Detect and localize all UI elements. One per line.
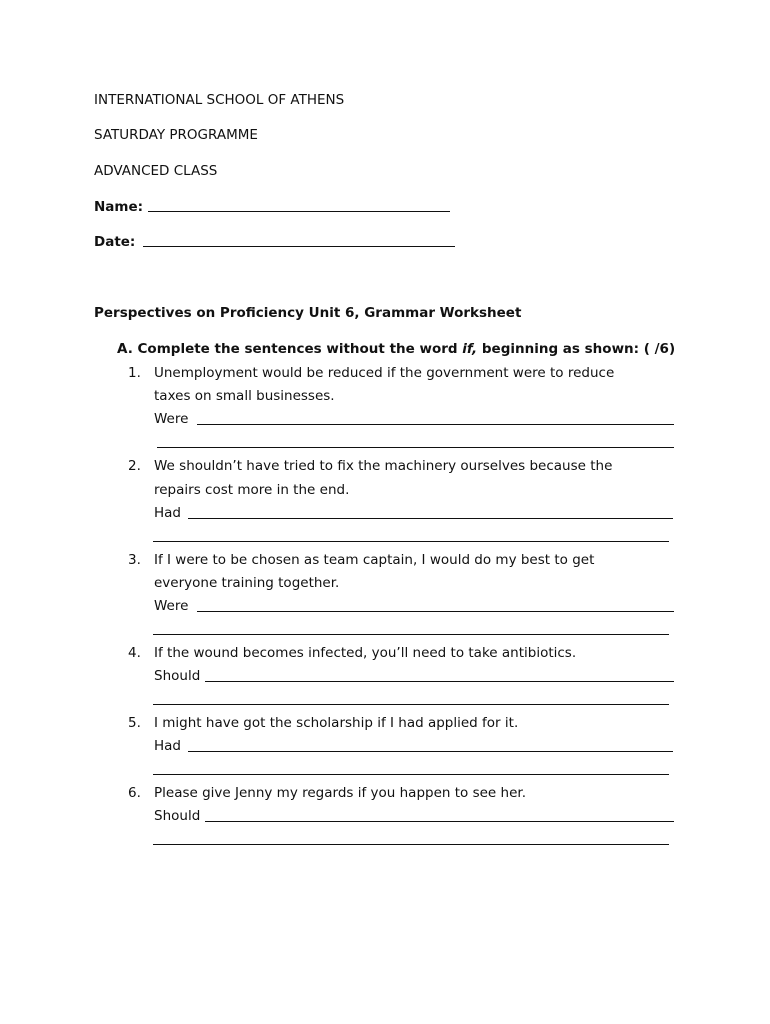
question-number: 4. — [128, 645, 141, 661]
answer-line-1[interactable] — [188, 518, 673, 519]
worksheet-title: Perspectives on Proficiency Unit 6, Grammar Worksheet — [94, 305, 522, 321]
answer-line-2[interactable] — [153, 634, 669, 635]
section-a-instruction — [117, 340, 675, 358]
answer-line-1[interactable] — [205, 681, 674, 682]
question-number: 5. — [128, 715, 141, 731]
programme-name: SATURDAY PROGRAMME — [94, 127, 258, 143]
question-text-line2: taxes on small businesses. — [154, 388, 335, 404]
question-text-line1: Unemployment would be reduced if the government were to reduce — [154, 365, 615, 381]
question-number: 2. — [128, 458, 141, 474]
question-text-line2: everyone training together. — [154, 575, 340, 591]
answer-starter: Were — [154, 598, 189, 614]
question-number: 3. — [128, 552, 141, 568]
answer-line-1[interactable] — [188, 751, 673, 752]
answer-line-1[interactable] — [197, 424, 674, 425]
question-text-line1: If the wound becomes infected, you’ll need to take antibiotics. — [154, 645, 577, 661]
question-number: 6. — [128, 785, 141, 801]
question-text-line2: repairs cost more in the end. — [154, 482, 350, 498]
question-text-line1: We shouldn’t have tried to fix the machinery ourselves because the — [154, 458, 613, 474]
answer-starter: Had — [154, 738, 181, 754]
answer-line-1[interactable] — [205, 821, 674, 822]
answer-line-2[interactable] — [157, 447, 674, 448]
class-level: ADVANCED CLASS — [94, 163, 218, 179]
instruction-end: beginning as shown: ( /6) — [477, 341, 676, 357]
question-text-line1: Please give Jenny my regards if you happen to see her. — [154, 785, 526, 801]
answer-line-2[interactable] — [153, 704, 669, 705]
question-text-line1: I might have got the scholarship if I had applied for it. — [154, 715, 519, 731]
date-field[interactable] — [143, 246, 455, 247]
answer-line-2[interactable] — [153, 844, 669, 845]
answer-starter: Were — [154, 411, 189, 427]
question-number: 1. — [128, 365, 141, 381]
instruction-keyword: if, — [462, 341, 478, 357]
answer-line-1[interactable] — [197, 611, 674, 612]
answer-line-2[interactable] — [153, 774, 669, 775]
name-label: Name: — [94, 199, 144, 215]
answer-starter: Should — [154, 668, 201, 684]
date-label: Date: — [94, 234, 136, 250]
school-name: INTERNATIONAL SCHOOL OF ATHENS — [94, 92, 345, 108]
name-field[interactable] — [148, 211, 450, 212]
answer-line-2[interactable] — [153, 541, 669, 542]
answer-starter: Had — [154, 505, 181, 521]
answer-starter: Should — [154, 808, 201, 824]
question-text-line1: If I were to be chosen as team captain, I would do my best to get — [154, 552, 595, 568]
instruction-start: A. Complete the sentences without the word — [117, 341, 463, 357]
